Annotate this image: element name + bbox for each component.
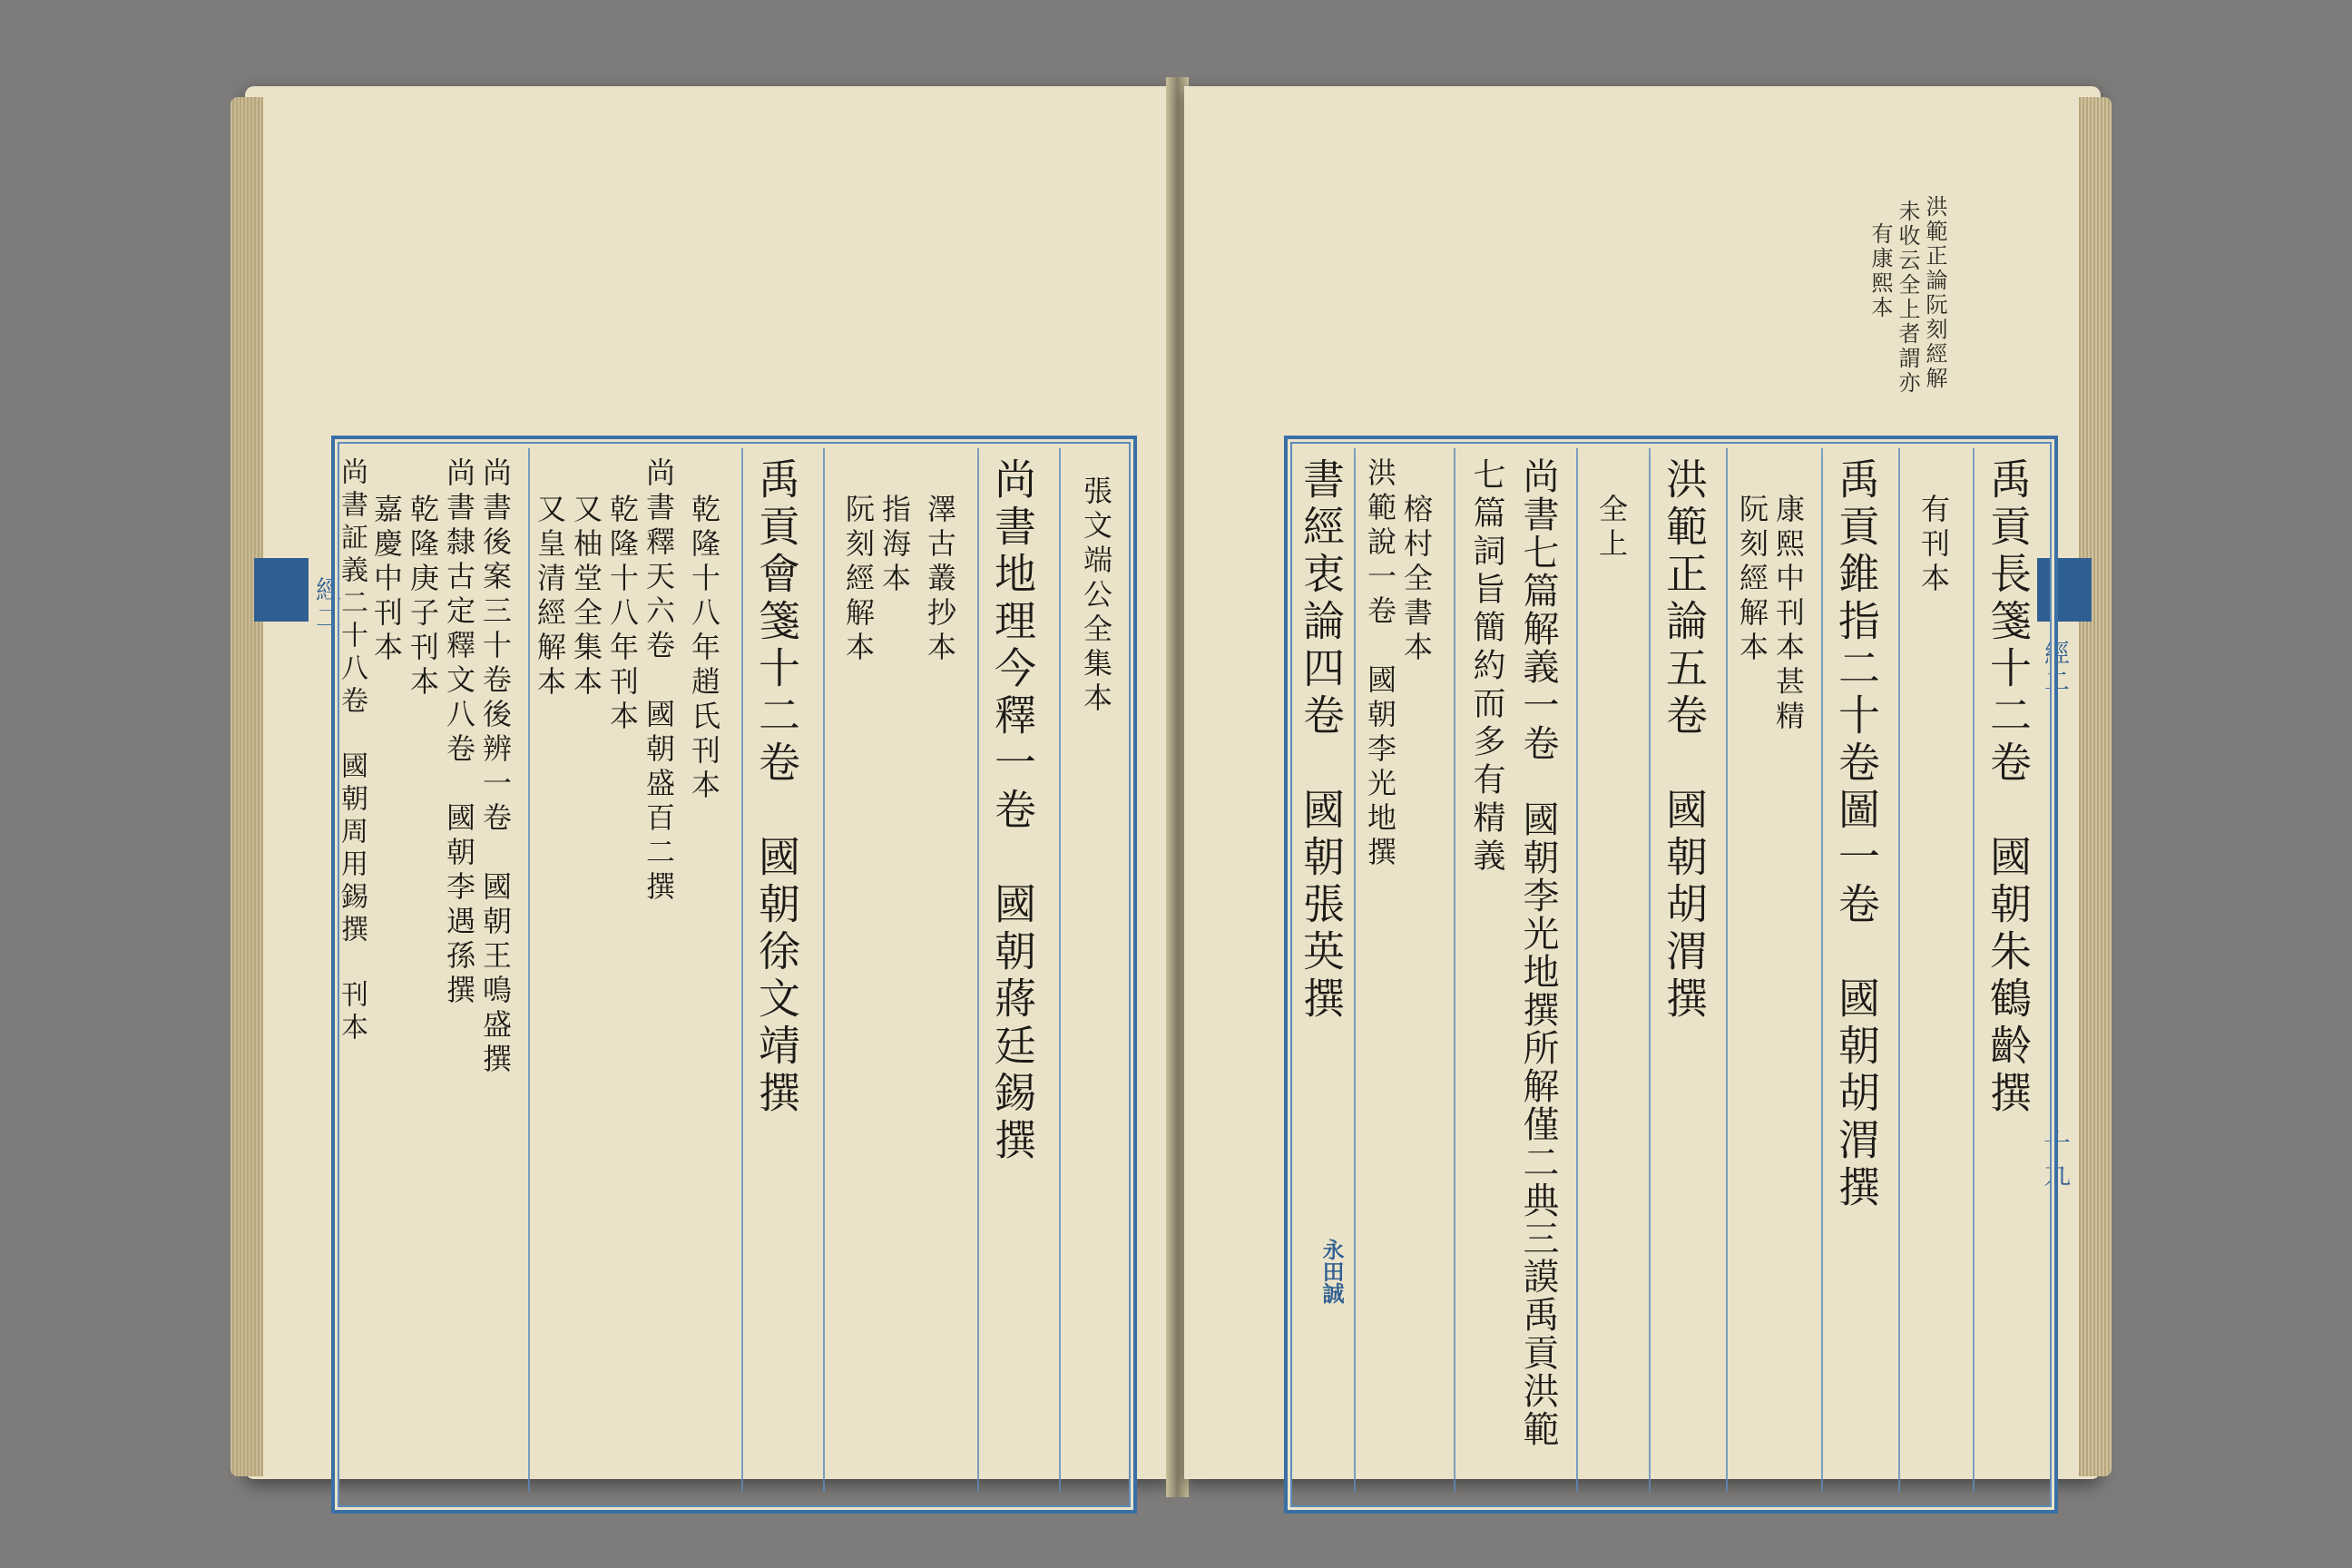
right-col-1: 禹貢長箋十二卷 國朝朱鶴齡撰 xyxy=(1984,457,2033,1118)
right-page-edge xyxy=(2079,97,2112,1476)
right-col-3: 禹貢錐指二十卷圖一卷 國朝胡渭撰 xyxy=(1832,457,1881,1212)
left-col-15: 嘉慶中刊本 xyxy=(369,494,404,666)
owner-stamp: 永田誠 xyxy=(1318,1239,1345,1304)
right-col-9: 七篇詞旨簡約而多有精義 xyxy=(1468,457,1505,877)
right-page xyxy=(1184,86,2101,1479)
right-col-2: 有刊本 xyxy=(1916,494,1951,597)
right-col-11: 洪範說一卷 國朝李光地撰 xyxy=(1363,457,1397,871)
left-col-3: 澤古叢抄本 xyxy=(923,494,957,666)
left-col-12: 尚書後案三十卷後辨一卷 國朝王鳴盛撰 xyxy=(478,457,513,1078)
right-col-4: 康熙中刊本甚精 xyxy=(1771,494,1806,735)
left-col-8: 尚書釋天六卷 國朝盛百二撰 xyxy=(642,457,676,906)
left-col-16: 尚書証義二十八卷 國朝周用錫撰 刊本 xyxy=(336,457,368,1045)
right-text-frame xyxy=(1284,436,2058,1514)
top-note-line-3: 有康熙本 xyxy=(1867,222,1893,320)
right-col-10: 榕村全書本 xyxy=(1399,494,1434,666)
right-col-7: 全上 xyxy=(1594,494,1629,563)
left-page xyxy=(245,86,1171,1479)
left-col-2: 尚書地理今釋一卷 國朝蔣廷錫撰 xyxy=(988,457,1037,1165)
page-number: 十九 xyxy=(2038,1130,2070,1190)
left-col-11: 又皇清經解本 xyxy=(533,494,567,701)
left-col-10: 又柚堂全集本 xyxy=(569,494,603,701)
left-col-5: 阮刻經解本 xyxy=(841,494,876,666)
right-col-5: 阮刻經解本 xyxy=(1735,494,1769,666)
left-margin-label: 經二 xyxy=(312,576,342,632)
left-col-9: 乾隆十八年刊本 xyxy=(605,494,640,735)
top-note-line-2: 未收云全上者謂亦 xyxy=(1895,200,1920,396)
left-col-1: 張文端公全集本 xyxy=(1079,475,1113,717)
right-margin-label: 經二 xyxy=(2041,640,2071,696)
left-col-13: 尚書隸古定釋文八卷 國朝李遇孫撰 xyxy=(442,457,476,1009)
left-margin-tab xyxy=(254,558,309,622)
left-text-frame xyxy=(331,436,1137,1514)
left-page-edge xyxy=(230,97,263,1476)
left-col-14: 乾隆庚子刊本 xyxy=(406,494,440,701)
right-col-6: 洪範正論五卷 國朝胡渭撰 xyxy=(1660,457,1709,1024)
right-col-12: 書經衷論四卷 國朝張英撰 xyxy=(1297,457,1346,1024)
left-col-6: 禹貢會箋十二卷 國朝徐文靖撰 xyxy=(752,457,801,1118)
left-col-7: 乾隆十八年趙氏刊本 xyxy=(687,494,721,804)
left-col-4: 指海本 xyxy=(877,494,912,597)
open-book xyxy=(245,86,2128,1488)
right-col-8: 尚書七篇解義一卷 國朝李光地撰所解僅二典三謨禹貢洪範 xyxy=(1517,457,1559,1448)
top-note-line-1: 洪範正論阮刻經解 xyxy=(1922,195,1947,391)
